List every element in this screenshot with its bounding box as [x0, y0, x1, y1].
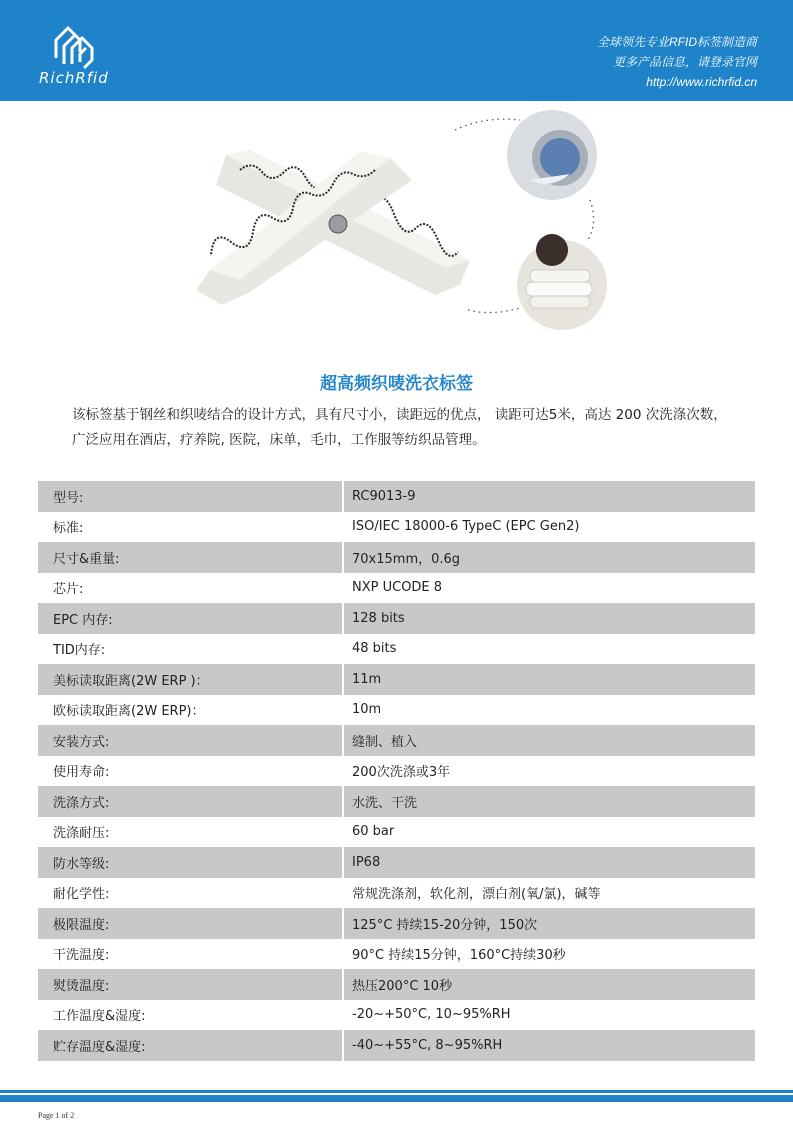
table-row — [38, 603, 755, 634]
spec-key: 防水等级: — [38, 847, 342, 878]
footer-rule — [0, 1090, 793, 1102]
washing-machine-photo-icon — [507, 110, 597, 200]
spec-value: -40~+55°C, 8~95%RH — [344, 1030, 755, 1061]
spec-value: 缝制、植入 — [344, 725, 755, 756]
website-url[interactable]: http://www.richrfid.cn — [646, 75, 757, 89]
table-row — [38, 939, 755, 970]
spec-value: 70x15mm，0.6g — [344, 542, 755, 573]
table-row — [38, 695, 755, 726]
page-header — [0, 0, 793, 101]
spec-key: 洗涤耐压: — [53, 826, 110, 842]
table-row — [38, 573, 755, 604]
towels-photo-icon — [517, 234, 607, 330]
spec-key: 干洗温度: — [53, 948, 110, 964]
table-row — [38, 634, 755, 665]
spec-value: 常规洗涤剂，软化剂，漂白剂(氧/氯)，碱等 — [352, 887, 601, 903]
spec-value: 10m — [352, 702, 382, 718]
table-row — [38, 817, 755, 848]
spec-key: 熨烫温度: — [38, 969, 342, 1000]
table-row — [38, 664, 755, 695]
spec-value: 11m — [344, 664, 755, 695]
spec-key: 尺寸&重量: — [38, 542, 342, 573]
table-row — [38, 725, 755, 756]
product-title: 超高频织唛洗衣标签 — [320, 374, 473, 394]
spec-value: RC9013-9 — [344, 481, 755, 512]
table-row — [38, 786, 755, 817]
tagline: 全球领先专业RFID标签制造商 — [597, 35, 757, 49]
page-number: Page 1 of 2 — [38, 1111, 75, 1120]
spec-value: NXP UCODE 8 — [352, 580, 443, 596]
table-row — [38, 1000, 755, 1031]
spec-key: 美标读取距离(2W ERP )： — [38, 664, 342, 695]
spec-key: EPC 内存: — [38, 603, 342, 634]
table-row — [38, 481, 755, 512]
spec-value: 128 bits — [344, 603, 755, 634]
footer-thick-line — [0, 1095, 793, 1102]
spec-key: 极限温度: — [38, 908, 342, 939]
spec-key: 工作温度&湿度: — [53, 1009, 146, 1025]
spec-value: 热压200°C 10秒 — [344, 969, 755, 1000]
spec-key: TID内存: — [53, 643, 106, 659]
product-description: 该标签基于钢丝和织唛结合的设计方式，具有尺寸小，读距远的优点， 读距可达5米，高达 200 次洗涤次数，广泛应用在酒店，疗养院, 医院，床单，毛巾，工作服等纺织品管理。 — [72, 407, 727, 448]
spec-key: 使用寿命: — [53, 765, 110, 781]
spec-key: 耐化学性: — [53, 887, 110, 903]
spec-value: 48 bits — [352, 641, 397, 657]
spec-value: IP68 — [344, 847, 755, 878]
spec-value: ISO/IEC 18000-6 TypeC (EPC Gen2) — [352, 519, 580, 535]
footer-thin-line — [0, 1090, 793, 1093]
spec-key: 贮存温度&湿度: — [38, 1030, 342, 1061]
spec-key: 芯片: — [53, 582, 84, 598]
header-info — [597, 32, 757, 92]
spec-value: 125°C 持续15-20分钟，150次 — [344, 908, 755, 939]
website-prompt: 更多产品信息，请登录官网 — [612, 55, 757, 69]
table-row — [38, 847, 755, 878]
spec-key: 标准: — [53, 521, 84, 537]
spec-value: 200次洗涤或3年 — [352, 765, 451, 781]
table-row — [38, 969, 755, 1000]
spec-key: 安装方式: — [38, 725, 342, 756]
spec-value: -20~+50°C, 10~95%RH — [352, 1007, 511, 1023]
table-row — [38, 878, 755, 909]
spec-table — [38, 481, 755, 1061]
brand-name: RichRfid — [39, 69, 109, 87]
spec-key: 型号: — [38, 481, 342, 512]
table-row — [38, 1030, 755, 1061]
table-row — [38, 908, 755, 939]
spec-value: 60 bar — [352, 824, 395, 840]
table-row — [38, 542, 755, 573]
product-image — [180, 110, 620, 330]
spec-value: 水洗、干洗 — [344, 786, 755, 817]
spec-key: 欧标读取距离(2W ERP)： — [53, 704, 205, 720]
table-row — [38, 512, 755, 543]
table-row — [38, 756, 755, 787]
spec-value: 90°C 持续15分钟，160°C持续30秒 — [352, 948, 566, 964]
spec-key: 洗涤方式: — [38, 786, 342, 817]
